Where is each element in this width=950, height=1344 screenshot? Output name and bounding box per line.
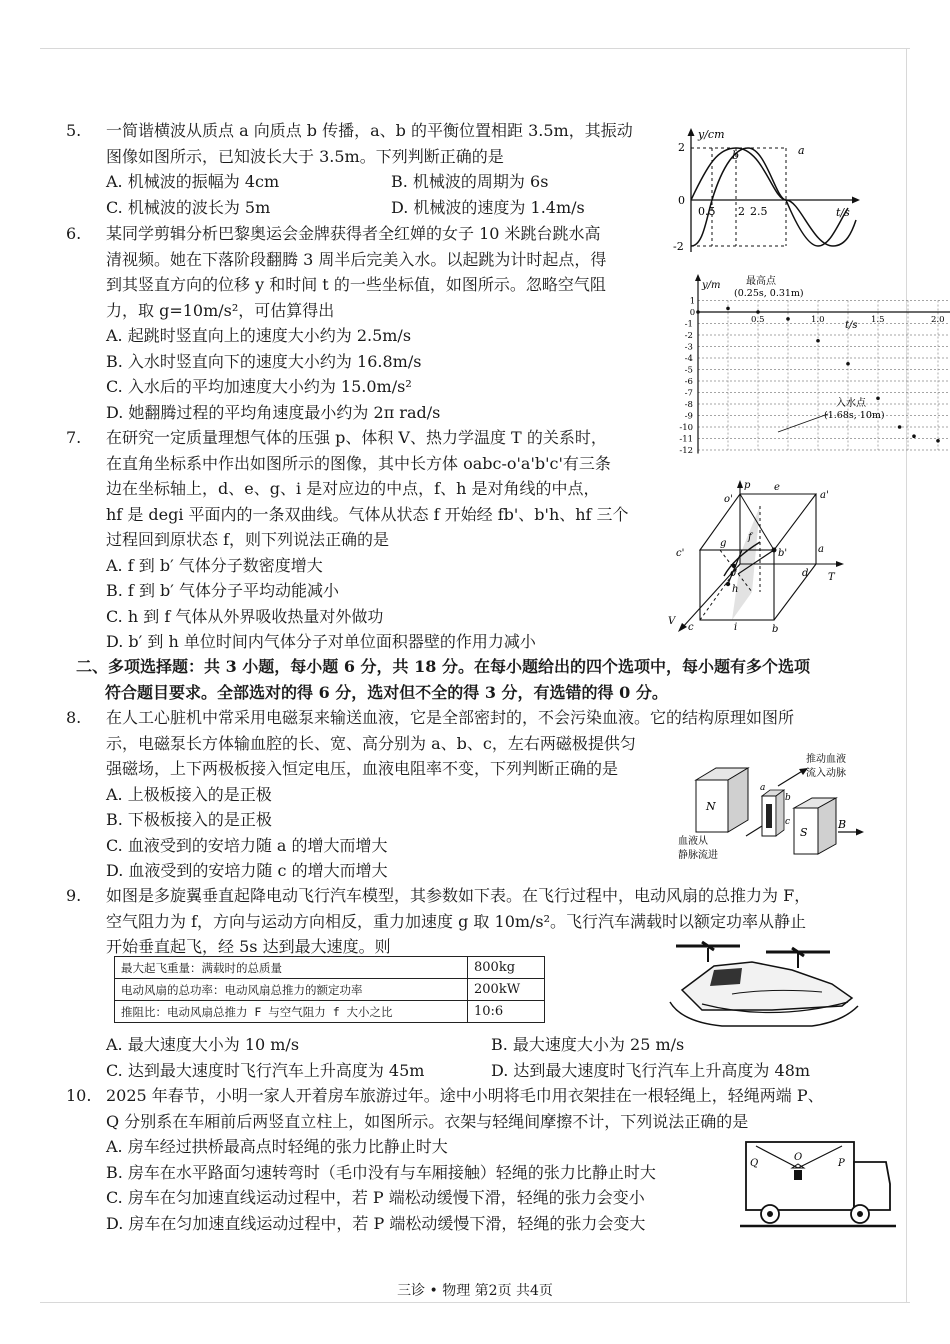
- question-number: 5.: [66, 121, 82, 140]
- y-tick: 2: [678, 141, 685, 154]
- y-tick-label: -2: [684, 331, 693, 341]
- x-tick-label: 0.5: [751, 315, 765, 325]
- y-axis-arrow: [695, 274, 701, 281]
- question-stem-line: 强磁场，上下两极板接入恒定电压，血液电阻率不变，下列判断正确的是: [106, 759, 619, 778]
- section-2-line: 二、多项选择题：共 3 小题，每小题 6 分，共 18 分。在每小题给出的四个选项中，每小题有多个选项: [76, 657, 810, 676]
- question-stem-line: 清视频。她在下落阶段翻腾 3 周半后完美入水。以起跳为计时起点，得: [106, 249, 607, 269]
- data-point: [898, 425, 902, 429]
- highest-point-coord: (0.25s, 0.31m): [734, 288, 804, 299]
- y-tick-label: -1: [684, 319, 693, 330]
- question-stem-line: 一简谐横波从质点 a 向质点 b 传播，a、b 的平衡位置相距 3.5m，其振动: [106, 121, 633, 140]
- option-c[interactable]: C. 房车在匀加速直线运动过程中，若 P 端松动缓慢下滑，轻绳的张力会变小: [106, 1188, 645, 1207]
- rv-towel-diagram: [738, 1136, 898, 1236]
- diagram-label: a': [820, 490, 829, 501]
- question-5: [66, 118, 666, 220]
- y-tick-label: 0: [689, 308, 696, 318]
- table-cell-label: 最大起飞重量：满载时的总质量: [115, 957, 468, 979]
- diagram-label: c': [676, 548, 685, 559]
- curve-label-a: a: [798, 144, 805, 157]
- question-number: 7.: [66, 428, 82, 447]
- x-tick-label: 1.0: [811, 315, 825, 325]
- outflow-label: 推动血液: [806, 754, 846, 765]
- y-tick-label: -4: [684, 354, 693, 364]
- option-c[interactable]: C. 达到最大速度时飞行汽车上升高度为 45m: [106, 1060, 425, 1080]
- option-d[interactable]: D. 达到最大速度时飞行汽车上升高度为 48m: [491, 1060, 811, 1080]
- question-stem-line: 在研究一定质量理想气体的压强 p、体积 V、热力学温度 T 的关系时，: [106, 428, 607, 447]
- question-stem-line: 在直角坐标系中作出如图所示的图像，其中长方体 oabc-o'a'b'c'有三条: [106, 453, 611, 473]
- table-row: [115, 1001, 545, 1023]
- diagram-label: T: [828, 572, 835, 583]
- table-cell-label: 推阻比：电动风扇总推力 F 与空气阻力 f 大小之比: [115, 1001, 468, 1023]
- diagram-label: p: [744, 480, 751, 491]
- option-d[interactable]: D. b′ 到 h 单位时间内气体分子对单位面积器壁的作用力减小: [106, 632, 536, 651]
- diagram-label: b': [778, 548, 788, 559]
- diagram-label: b: [772, 624, 779, 635]
- table-row: [115, 979, 545, 1001]
- dimension-label-a: a: [760, 783, 766, 793]
- x-axis-label: t/s: [836, 206, 850, 219]
- chart-ticks: [679, 297, 950, 457]
- question-stem-line: 如图是多旋翼垂直起降电动飞行汽车模型，其参数如下表。在飞行过程中，电动风扇的总推力为 F，: [106, 886, 811, 905]
- question-stem-line: Q 分别系在车厢前后两竖直立柱上，如图所示。衣架与轻绳间摩擦不计，下列说法正确的是: [106, 1111, 749, 1131]
- option-b[interactable]: B. 入水时竖直向下的速度大小约为 16.8m/s: [106, 351, 422, 371]
- diagram-label: o: [730, 568, 737, 579]
- option-a[interactable]: A. f 到 b′ 气体分子数密度增大: [106, 555, 323, 575]
- option-b[interactable]: B. f 到 b′ 气体分子平均动能减小: [106, 581, 339, 600]
- table-row: [115, 957, 545, 979]
- option-b[interactable]: B. 机械波的周期为 6s: [391, 172, 549, 191]
- curve-a: [691, 148, 856, 246]
- question-number: 10.: [66, 1086, 92, 1105]
- option-c[interactable]: C. 机械波的波长为 5m: [106, 197, 271, 217]
- dive-displacement-chart: [668, 272, 945, 462]
- question-stem-line: 某同学剪辑分析巴黎奥运会金牌获得者全红婵的女子 10 米跳台跳水高: [106, 224, 601, 243]
- table-cell-value: 800kg: [468, 957, 545, 979]
- question-stem-line: 力，取 g=10m/s²，可估算得出: [106, 300, 335, 320]
- option-b[interactable]: B. 最大速度大小为 25 m/s: [491, 1035, 685, 1054]
- question-9-options: [66, 1032, 896, 1083]
- data-point: [756, 310, 760, 314]
- north-pole-label: N: [706, 800, 716, 813]
- flying-car-illustration: [662, 940, 862, 1036]
- diagram-label: V: [668, 616, 676, 627]
- inflow-label: 静脉流进: [678, 850, 718, 861]
- question-7: [66, 425, 666, 655]
- question-stem-line: 到其竖直方向的位移 y 和时间 t 的一些坐标值，如图所示。忽略空气阻: [106, 275, 606, 294]
- chart-axes: [695, 274, 950, 453]
- south-pole-label: S: [800, 826, 808, 839]
- question-stem-line: 2025 年春节，小明一家人开着房车旅游过年。途中小明将毛巾用衣架挂在一根轻绳上，轻绳两端 P、: [106, 1086, 824, 1105]
- question-stem-line: 边在坐标轴上，d、e、g、i 是对应边的中点，f、h 是对角线的中点，: [106, 479, 600, 498]
- entry-point-label: 入水点: [836, 398, 866, 409]
- table-cell-value: 10:6: [468, 1001, 545, 1023]
- x-tick: 2.5: [750, 205, 768, 218]
- section-2-line: 符合题目要求。全部选对的得 6 分，选对但不全的得 3 分，有选错的得 0 分。: [105, 682, 668, 702]
- y-tick-label: -7: [684, 388, 693, 399]
- diagram-label: h: [732, 584, 739, 595]
- option-c[interactable]: C. 血液受到的安培力随 a 的增大而增大: [106, 835, 388, 855]
- x-tick: 0.5: [698, 205, 716, 218]
- entry-pointer-line: [778, 414, 828, 432]
- highest-point-label: 最高点: [746, 276, 776, 287]
- option-a[interactable]: A. 最大速度大小为 10 m/s: [106, 1035, 300, 1054]
- y-tick-label: -11: [679, 434, 694, 445]
- option-a[interactable]: A. 起跳时竖直向上的速度大小约为 2.5m/s: [106, 326, 412, 345]
- x-tick-label: 2.0: [931, 315, 945, 325]
- question-stem-line: 过程回到原状态 f，则下列说法正确的是: [106, 530, 390, 549]
- question-number: 6.: [66, 224, 82, 243]
- diagram-label: a: [818, 544, 824, 555]
- question-stem-line: 空气阻力为 f，方向与运动方向相反，重力加速度 g 取 10m/s²。飞行汽车满载时以额定功率从静止: [106, 911, 807, 931]
- option-d[interactable]: D. 她翻腾过程的平均角速度最小约为 2π rad/s: [106, 402, 441, 422]
- data-point: [786, 317, 790, 321]
- entry-point-coord: (1.68s, 10m): [824, 410, 885, 421]
- y-tick-label: -6: [684, 377, 693, 387]
- section-2-header: [76, 654, 876, 705]
- diagram-label: i: [734, 622, 738, 633]
- y-tick-label: -10: [679, 423, 694, 433]
- parameter-table: [114, 956, 545, 1023]
- question-stem-line: hf 是 degi 平面内的一条双曲线。气体从状态 f 开始经 fb'、b'h、hf 三个: [106, 504, 629, 524]
- y-tick: 0: [678, 194, 685, 207]
- diagram-label: e: [774, 482, 780, 493]
- pvt-cuboid-diagram: [668, 476, 848, 634]
- question-stem-line: 在人工心脏机中常采用电磁泵来输送血液，它是全部密封的，不会污染血液。它的结构原理如图所: [106, 708, 795, 727]
- electromagnetic-pump-diagram: [678, 750, 878, 865]
- page-right-border: [906, 48, 907, 1303]
- question-number: 8.: [66, 708, 82, 727]
- y-axis-label: y/m: [702, 280, 721, 291]
- y-tick-label: -8: [684, 400, 693, 410]
- question-stem-line: 图像如图所示，已知波长大于 3.5m。下列判断正确的是: [106, 146, 504, 166]
- x-axis-label: t/s: [845, 320, 858, 331]
- outflow-label: 流入动脉: [806, 768, 846, 779]
- data-point: [936, 439, 940, 443]
- page-top-border: [40, 48, 910, 49]
- option-b[interactable]: B. 下极板接入的是正极: [106, 810, 272, 829]
- dimension-label-c: c: [785, 817, 791, 827]
- y-tick: -2: [673, 240, 684, 253]
- curve-label-b: b: [732, 149, 740, 162]
- magnetic-field-label: B: [838, 818, 847, 831]
- curve-b: [691, 148, 848, 246]
- option-d[interactable]: D. 血液受到的安培力随 c 的增大而增大: [106, 861, 388, 880]
- data-point: [912, 434, 916, 438]
- y-tick-label: 1: [689, 296, 696, 307]
- x-tick-label: 1.5: [871, 315, 885, 325]
- option-a[interactable]: A. 机械波的振幅为 4cm: [106, 172, 280, 191]
- data-point: [816, 339, 820, 343]
- y-tick-label: -5: [684, 365, 693, 376]
- point-q-label: Q: [750, 1158, 759, 1169]
- point-p-label: P: [838, 1158, 845, 1169]
- data-point: [696, 310, 700, 314]
- option-d[interactable]: D. 机械波的速度为 1.4m/s: [391, 197, 585, 217]
- dimension-label-b: b: [785, 793, 791, 803]
- diagram-label: f: [748, 532, 752, 543]
- question-number: 9.: [66, 886, 82, 905]
- chart-points: [696, 307, 950, 446]
- x-tick: 2: [738, 205, 745, 218]
- option-d[interactable]: D. 房车在匀加速直线运动过程中，若 P 端松动缓慢下滑，轻绳的张力会变大: [106, 1213, 646, 1233]
- data-point: [846, 362, 850, 366]
- page-footer: 三诊 • 物理 第2页 共4页: [397, 1283, 553, 1299]
- diagram-label: d: [802, 568, 809, 579]
- point-o-label: O: [794, 1152, 803, 1163]
- data-point: [726, 307, 730, 311]
- y-axis-label: y/cm: [698, 128, 725, 141]
- y-tick-label: -9: [684, 411, 693, 422]
- inflow-label: 血液从: [678, 836, 708, 847]
- option-a[interactable]: A. 上极板接入的是正极: [106, 784, 272, 804]
- option-c[interactable]: C. 入水后的平均加速度大小约为 15.0m/s²: [106, 377, 412, 396]
- table-cell-value: 200kW: [468, 979, 545, 1001]
- question-6: [66, 221, 666, 425]
- diagram-label: c: [688, 622, 694, 633]
- page-bottom-border: [40, 1302, 910, 1303]
- option-b[interactable]: B. 房车在水平路面匀速转弯时（毛巾没有与车厢接触）轻绳的张力比静止时大: [106, 1162, 656, 1182]
- diagram-label: g: [720, 538, 727, 549]
- option-a[interactable]: A. 房车经过拱桥最高点时轻绳的张力比静止时大: [106, 1137, 448, 1156]
- question-stem-line: 示，电磁泵长方体输血腔的长、宽、高分别为 a、b、c，左右两磁极提供匀: [106, 733, 636, 753]
- diagram-label: o': [724, 494, 733, 505]
- option-c[interactable]: C. h 到 f 气体从外界吸收热量对外做功: [106, 606, 384, 626]
- y-tick-label: -12: [679, 446, 694, 456]
- question-stem-line: 开始垂直起飞，经 5s 达到最大速度。则: [106, 937, 391, 956]
- data-point: [876, 396, 880, 400]
- vibration-graph: [668, 124, 868, 264]
- y-tick-label: -3: [684, 342, 693, 353]
- table-cell-label: 电动风扇的总功率：电动风扇总推力的额定功率: [115, 979, 468, 1001]
